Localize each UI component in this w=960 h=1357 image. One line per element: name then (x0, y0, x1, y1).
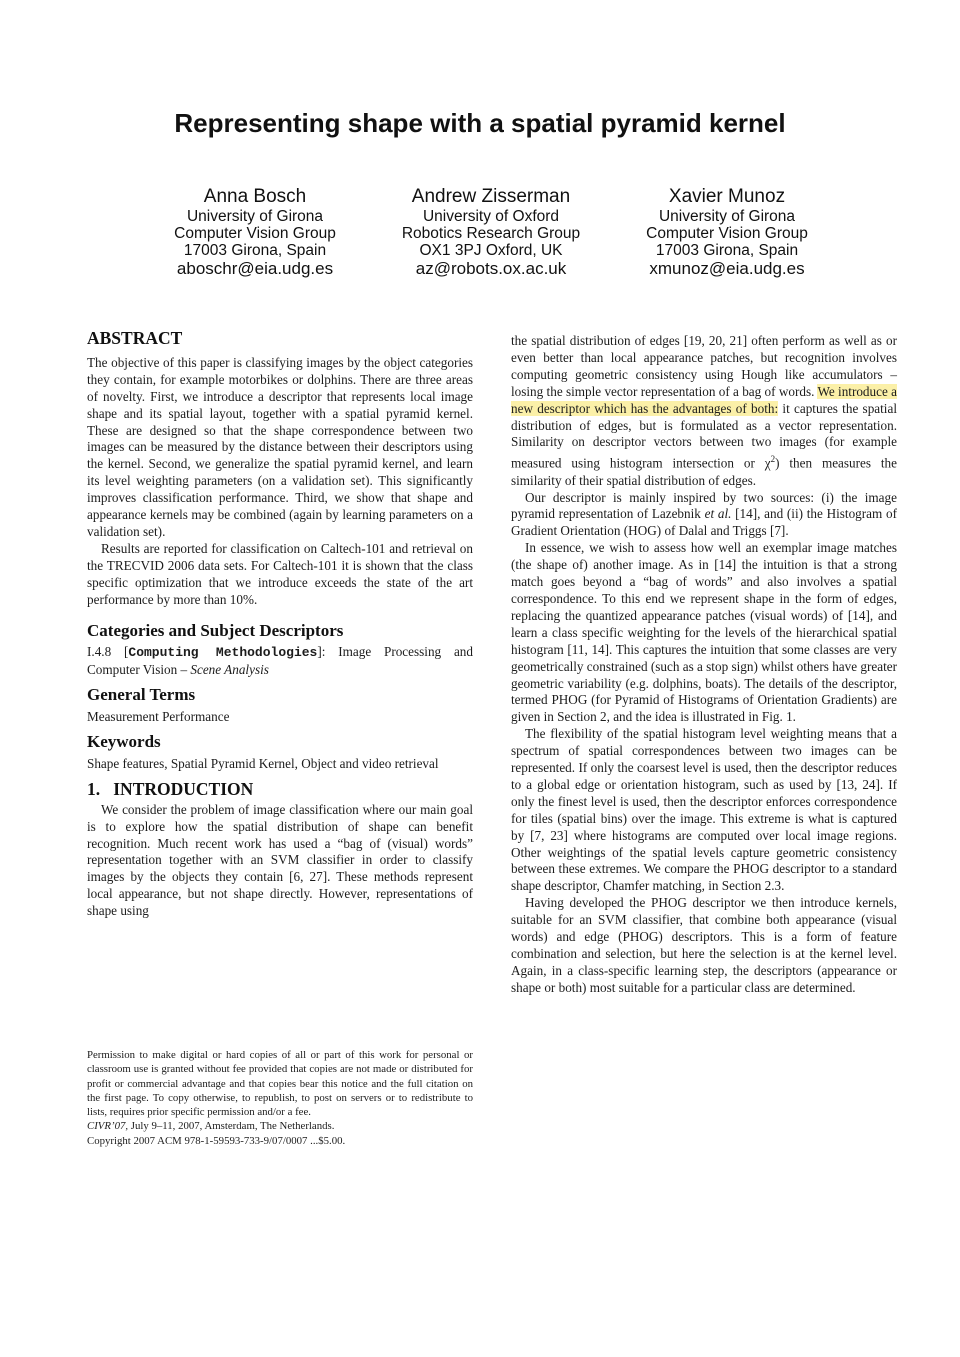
venue-name: CIVR’07, (87, 1120, 129, 1133)
keywords-heading: Keywords (87, 732, 161, 752)
category-rest: ]: Image Processing and Computer Vision – (87, 644, 473, 678)
general-terms-heading: General Terms (87, 685, 196, 705)
author-email: aboschr@eia.udg.es (176, 259, 334, 278)
category-italic: Scene Analysis (190, 662, 269, 678)
copyright-line: Copyright 2007 ACM 978-1-59593-733-9/07/0007 ...$5.00. (87, 1134, 346, 1147)
body-paragraph (511, 333, 897, 490)
author-affiliation: University of Girona (658, 208, 796, 225)
author-block-1 (135, 186, 375, 279)
abstract-paragraph: The objective of this paper is classifying images by the object categories they contain, for example motorbikes or dolphins. There are three areas of novelty. First, we introduce a descriptor that represents local image shape and its spatial layout, together with a spatial pyramid kernel. These are designed so that the shape correspondence between two images can be measured by the distance between their descriptors using the kernel. Second, we generalize the spatial pyramid kernel, and learn its level weighting parameters (on a validation set). This significantly improves classification performance. Third, we show that shape and appearance kernels may be combined (again by learning parameters on a validation set). (87, 354, 473, 539)
permission-notice (87, 1048, 473, 1148)
intro-paragraph: We consider the problem of image classification where our main goal is to explore how the spatial distribution of shape can benefit recognition. Much recent work has used a “bag of (visual) words” representation together with an SVM classifier in order to classify images by the objects they contain [6, 27]. These methods represent local appearance, but not shape directly. However, representations of shape using (87, 801, 473, 919)
categories-text (87, 644, 473, 679)
author-block-3 (607, 186, 847, 279)
right-column (511, 333, 897, 997)
body-paragraph: In essence, we wish to assess how well an exemplar image matches (the shape of) another image. As in [14] the intuition is that a strong match goes beyond a “bag of words” and also involves a spatial correspondence. To this end we represent shape in the form of edges, replacing the quantized appearance patches (visual words) of [14], and learn a class specific weighting for the levels of the hierarchical spatial histogram [11, 14]. This captures the intuition that some classes are very geometrically constrained (such as a stop sign) whilst others have greater geometric variability (e.g. dolphins, boats). The details of the descriptor, termed PHOG (for Pyramid of Histograms of Orientation Gradients) are given in Section 2, and the idea is illustrated in Fig. 1. (511, 540, 897, 725)
paper-title: Representing shape with a spatial pyramid kernel (174, 108, 786, 138)
category-bold: Computing Methodologies (128, 645, 318, 661)
category-code: I.4.8 [ (87, 644, 129, 660)
author-name: Andrew Zisserman (411, 186, 571, 207)
categories-heading: Categories and Subject Descriptors (87, 620, 344, 640)
author-email: xmunoz@eia.udg.es (649, 259, 805, 278)
body-italic: et al. (704, 506, 732, 522)
body-text: Our descriptor is mainly inspired by two sources: (i) the image pyramid representation of Lazebnik (511, 489, 897, 522)
permission-text: Permission to make digital or hard copies of all or part of this work for personal or classroom use is granted without fee provided that copies are not made or distributed for profit or commercial advantage and that copies bear this notice and the full citation on the first page. To copy otherwise, to republish, to post on servers or to redistribute to lists, requires prior specific permission and/or a fee. (87, 1049, 473, 1119)
author-name: Anna Bosch (203, 186, 307, 207)
introduction-heading: 1. INTRODUCTION (87, 778, 254, 799)
venue-details: July 9–11, 2007, Amsterdam, The Netherlands. (128, 1120, 335, 1133)
author-email: az@robots.ox.ac.uk (415, 259, 567, 278)
abstract-heading: ABSTRACT (87, 328, 183, 348)
body-text: [14], and (ii) the Histogram of Gradient Orientation (HOG) of Dalal and Triggs [7]. (511, 506, 897, 539)
author-affiliation: Computer Vision Group (646, 225, 808, 242)
left-column (87, 330, 473, 920)
author-block-2 (371, 186, 611, 279)
keywords-text: Shape features, Spatial Pyramid Kernel, Object and video retrieval (87, 755, 439, 771)
author-affiliation: OX1 3PJ Oxford, UK (419, 242, 563, 259)
author-name: Xavier Munoz (668, 186, 786, 207)
body-text: ) then measures the similarity of their spatial distribution of edges. (511, 455, 897, 488)
general-terms-text: Measurement Performance (87, 709, 230, 725)
author-affiliation: 17003 Girona, Spain (655, 242, 799, 259)
superscript: 2 (770, 454, 776, 465)
highlighted-text[interactable]: We introduce a new descriptor which has the advantages of both: (511, 383, 897, 416)
author-affiliation: Computer Vision Group (174, 225, 336, 242)
body-text: it captures the spatial distribution of edges, but is formulated as a vector representation. Similarity on descriptor vectors between two images (for example measured using histogram intersection or χ (511, 400, 897, 471)
body-paragraph: Having developed the PHOG descriptor we then introduce kernels, suitable for an SVM classifier, that combine both appearance (visual words) and edge (PHOG) descriptors. This is a form of feature combination and selection, but here the selection is at the kernel level. Again, in a class-specific learning step, the descriptors (appearance or shape or both) most suitable for a particular class are determined. (511, 895, 897, 995)
body-text: the spatial distribution of edges [19, 20, 21] often perform as well as or even better than local appearance patches, but recognition involves computing geometric consistency using Hough like accumulators – losing the simple vector representation of a bag of words. (511, 333, 897, 399)
author-affiliation: University of Oxford (422, 208, 560, 225)
body-paragraph: The flexibility of the spatial histogram level weighting means that a spectrum of spatial correspondences between two images can be represented. If only the coarsest level is used, then the descriptor reduces to a global edge or orientation histogram, such as used by [13, 24]. If only the finest level is used, then the descriptor enforces correspondence for tiles (spatial bins) over the image. This extreme is what is captured by [7, 23] where histograms are computed over local image regions. Other weightings of the spatial levels capture geometric consistency between these extremes. We compare the PHOG descriptor to a standard shape descriptor, Chamfer matching, in Section 2.3. (511, 726, 897, 894)
author-affiliation: Robotics Research Group (401, 225, 581, 242)
author-affiliation: 17003 Girona, Spain (183, 242, 327, 259)
abstract-paragraph: Results are reported for classification on Caltech-101 and retrieval on the TRECVID 2006 data sets. For Caltech-101 it is shown that the class specific optimization that we introduce exceeds the state of the art performance by more than 10%. (87, 540, 473, 607)
venue-line (87, 1119, 473, 1133)
body-paragraph (511, 490, 897, 541)
author-affiliation: University of Girona (186, 208, 324, 225)
